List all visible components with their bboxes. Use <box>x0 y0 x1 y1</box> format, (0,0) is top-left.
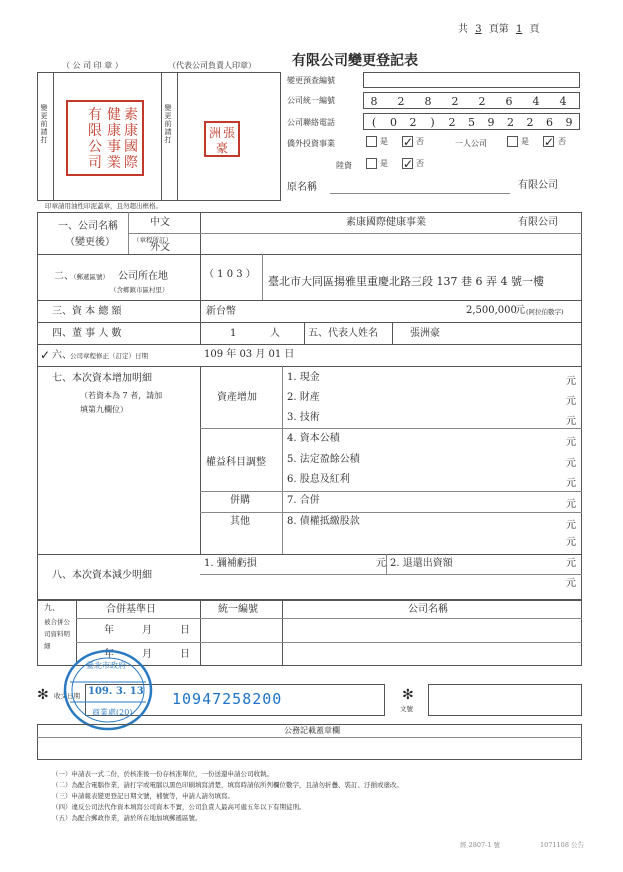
r6-check-mark: ✓ <box>40 348 51 362</box>
increase-item-yuan: 元 <box>566 537 576 548</box>
r9-y2: 年 <box>104 649 114 660</box>
r5-label: 五、代表人姓名 <box>308 328 378 339</box>
number-label: 文號 <box>400 705 413 713</box>
prelim-input[interactable] <box>363 72 580 88</box>
svg-text:司: 司 <box>88 155 102 171</box>
closed-no-checkbox[interactable] <box>402 158 413 169</box>
svg-text:康: 康 <box>107 123 121 139</box>
svg-text:豪: 豪 <box>216 141 229 155</box>
closed-yes-label: 是 <box>380 159 388 168</box>
svg-text:業: 業 <box>107 155 121 171</box>
one-person-yes-checkbox[interactable] <box>507 136 518 147</box>
r7-label: 七、本次資本增加明細 <box>52 373 152 384</box>
footnote: （三）申請報表變更登記日期文號，補號等，申請人請勿填寫。 <box>52 792 234 800</box>
r2-note: （含鄉鎮市區村里） <box>110 286 169 294</box>
increase-item-yuan: 元 <box>566 520 576 531</box>
r9-m2: 月 <box>142 649 152 660</box>
form-date: 1071108 公告 <box>540 841 585 849</box>
number-box <box>428 684 582 716</box>
increase-item: 2. 財產 <box>287 392 320 403</box>
phone-digit: 9 <box>487 116 495 129</box>
official-label: 公務記載蓋章欄 <box>284 726 340 735</box>
r2-small: （郵遞區號） <box>70 273 109 281</box>
r8-yuan-b: 元 <box>566 558 576 569</box>
increase-item-yuan: 元 <box>566 376 576 387</box>
unified-digit: 2 <box>478 95 486 108</box>
phone-digit: 2 <box>507 116 514 129</box>
r2-address: 臺北市大同區揚雅里重慶北路三段 137 巷 6 弄 4 號一樓 <box>268 275 544 288</box>
overseas-no-check: ✓ <box>403 135 414 149</box>
r9-y1: 年 <box>104 625 114 636</box>
svg-text:健: 健 <box>107 107 121 123</box>
r1-note: （章程所訂） <box>133 236 172 244</box>
svg-text:際: 際 <box>124 155 138 171</box>
phone-digit: 0 <box>390 116 397 129</box>
phone-digit: 5 <box>468 116 475 129</box>
phone-digit: ( <box>371 116 377 129</box>
one-person-no-checkbox[interactable] <box>543 136 554 147</box>
footnote: （一）申請表一式二份，於核准後一份存核准單位，一份送還申請公司收執。 <box>52 770 273 778</box>
page-current: 1 <box>515 24 523 35</box>
prelim-label: 變更預查編號 <box>287 76 335 85</box>
unified-digit: 8 <box>424 95 432 108</box>
increase-item-yuan: 元 <box>566 499 576 510</box>
svg-text:限: 限 <box>88 123 102 139</box>
unified-label: 公司統一編號 <box>287 96 335 105</box>
overseas-no-label: 否 <box>416 137 424 146</box>
page-suffix: 頁 <box>529 24 540 35</box>
seal-note: 印章請用油性印泥蓋章，且勿超出框格。 <box>45 202 162 210</box>
company-seal-graphic <box>68 102 142 174</box>
one-person-yes-label: 是 <box>521 137 529 146</box>
phone-digit: 2 <box>526 116 534 129</box>
overseas-yes-checkbox[interactable] <box>366 136 377 147</box>
increase-item-yuan: 元 <box>566 478 576 489</box>
doc-number: 10947258200 <box>172 690 283 708</box>
svg-text:洲: 洲 <box>209 126 222 140</box>
overseas-label: 僑外投資事業 <box>287 139 335 148</box>
overseas-no-checkbox[interactable] <box>402 136 413 147</box>
left-side-label: 變更前請打 <box>40 104 48 144</box>
r3-label: 三、資 本 總 額 <box>52 306 122 317</box>
footnote: （二）為配合電腦作業，請打字或電腦以黑色印刷填寫清楚，填寫時請依所列欄位數字，且請勿折疊、裝訂、汙損或塗改。 <box>52 781 403 789</box>
r1-zh: 中文 <box>150 217 170 228</box>
r6-value: 109 年 03 月 01 日 <box>204 349 295 360</box>
svg-text:公: 公 <box>88 139 102 155</box>
r6-small: 公司章程修正（訂定）日期 <box>70 352 148 360</box>
r3-note: (阿拉伯數字) <box>526 308 564 316</box>
date-label: 收文日期 <box>54 692 80 700</box>
page-mid: 頁第 <box>488 24 509 35</box>
right-side-label: 變更前請打 <box>164 104 172 144</box>
phone-digit: 9 <box>565 116 573 129</box>
asterisk-right: ✻ <box>402 687 414 703</box>
r9-d2: 日 <box>180 649 190 660</box>
r3-value: 2,500,000 <box>466 305 517 316</box>
asterisk-left: ✻ <box>37 687 49 703</box>
form-code: 經 2807-1 號 <box>460 841 501 849</box>
one-person-no-check: ✓ <box>544 135 555 149</box>
r4-unit: 人 <box>270 328 280 339</box>
cat-other: 其他 <box>230 516 250 527</box>
company-seal-header: （ 公 司 印 章 ） <box>62 61 123 70</box>
r9-col2: 統一編號 <box>218 604 258 615</box>
closed-no-check: ✓ <box>403 157 414 171</box>
orig-name-label: 原名稱 <box>287 182 317 193</box>
svg-text:國: 國 <box>124 139 138 155</box>
stamp-top-text: 臺北市政府 <box>86 661 126 670</box>
overseas-yes-label: 是 <box>380 137 388 146</box>
r1-suffix: 有限公司 <box>518 217 558 228</box>
closed-no-label: 否 <box>416 159 424 168</box>
form-title: 有限公司變更登記表 <box>292 53 418 69</box>
footnote: （四）違反公司法代作資本填寫公司資本不實，公司負責人最高可處五年以下有期徒刑。 <box>52 803 306 811</box>
one-person-label: 一人公司 <box>455 139 487 148</box>
increase-item: 8. 債權抵繳股款 <box>287 516 360 527</box>
r8-label: 八、本次資本減少明細 <box>52 570 152 581</box>
r4-label: 四、董 事 人 數 <box>52 328 122 339</box>
stamp-date: 109. 3. 13 <box>88 686 144 697</box>
r9-label-a: 九、 <box>44 603 60 612</box>
increase-item-yuan: 元 <box>566 416 576 427</box>
cat-merge: 併購 <box>230 495 250 506</box>
svg-text:有: 有 <box>88 107 102 123</box>
r9-label-b: 被合併公司資料明細 <box>44 618 70 650</box>
page-prefix: 共 <box>458 24 468 35</box>
r6-label: 六、 <box>52 350 72 361</box>
unified-digit: 4 <box>559 95 567 108</box>
closed-yes-checkbox[interactable] <box>366 158 377 169</box>
r1-value: 素康國際健康事業 <box>346 217 426 228</box>
unified-digit: 2 <box>397 95 405 108</box>
svg-text:康: 康 <box>124 123 138 139</box>
r1-label: 一、公司名稱 <box>58 221 118 232</box>
r8-yuan-a: 元 <box>376 558 386 569</box>
r8-item-a: 1. 彌補虧損 <box>204 558 257 569</box>
unified-digit: 6 <box>505 95 513 108</box>
increase-item-yuan: 元 <box>566 437 576 448</box>
r1-sub: （變更後） <box>65 237 115 248</box>
footnote: （五）為配合郵政作業，請於所在地加填郵遞區號。 <box>52 814 202 822</box>
rep-seal <box>204 121 240 157</box>
cat-assets: 資產增加 <box>217 392 257 403</box>
company-seal <box>66 100 144 176</box>
r9-m1: 月 <box>142 625 152 636</box>
unified-digit: 2 <box>451 95 459 108</box>
r4-value: 1 <box>230 328 237 339</box>
page-total: 3 <box>475 24 482 35</box>
increase-item-yuan: 元 <box>566 396 576 407</box>
increase-item: 7. 合併 <box>287 495 320 506</box>
r3-currency: 新台幣 <box>206 306 236 317</box>
r3-unit: 元 <box>515 305 525 316</box>
r9-col3: 公司名稱 <box>408 604 448 615</box>
r2-zip: （ 1 0 3 ） <box>204 269 256 280</box>
registry-stamp <box>62 648 154 732</box>
r5-value: 張洲豪 <box>410 328 440 339</box>
r8-item-b: 2. 退還出資額 <box>390 558 453 569</box>
r1-foreign: 外文 <box>150 242 170 253</box>
increase-item: 4. 資本公積 <box>287 433 340 444</box>
r9-col1: 合併基準日 <box>106 604 156 615</box>
increase-item: 3. 技術 <box>287 412 320 423</box>
r9-d1: 日 <box>180 625 190 636</box>
phone-digit: 6 <box>546 116 553 129</box>
svg-text:張: 張 <box>223 126 236 140</box>
orig-name-suffix: 有限公司 <box>518 180 558 191</box>
r2-label: 二、 <box>54 271 74 282</box>
unified-digit: 4 <box>532 95 540 108</box>
increase-item: 5. 法定盈餘公積 <box>287 454 360 465</box>
r7-note-a: （若資本為 7 者，請加 <box>80 391 163 400</box>
unified-digit: 8 <box>370 95 378 108</box>
rep-seal-header: （代表公司負責人印章） <box>168 61 256 70</box>
closed-label: 陸資 <box>336 161 352 170</box>
r7-note-b: 填第九欄位） <box>80 405 128 414</box>
phone-digit: 2 <box>409 116 417 129</box>
svg-text:事: 事 <box>107 139 121 155</box>
increase-item-yuan: 元 <box>566 458 576 469</box>
r2-label-b: 公司所在地 <box>118 271 168 282</box>
increase-item: 6. 股息及紅利 <box>287 474 350 485</box>
phone-label: 公司聯絡電話 <box>287 118 335 127</box>
r8-yuan-c: 元 <box>566 578 576 589</box>
stamp-bottom-text: 商業處(20) <box>92 708 133 717</box>
increase-item: 1. 現金 <box>287 372 320 383</box>
rep-seal-graphic <box>206 123 238 155</box>
phone-digit: ) <box>430 116 435 129</box>
cat-equity: 權益科目調整 <box>206 457 266 468</box>
one-person-no-label: 否 <box>558 137 566 146</box>
svg-text:素: 素 <box>124 107 138 123</box>
phone-digit: 2 <box>448 116 456 129</box>
